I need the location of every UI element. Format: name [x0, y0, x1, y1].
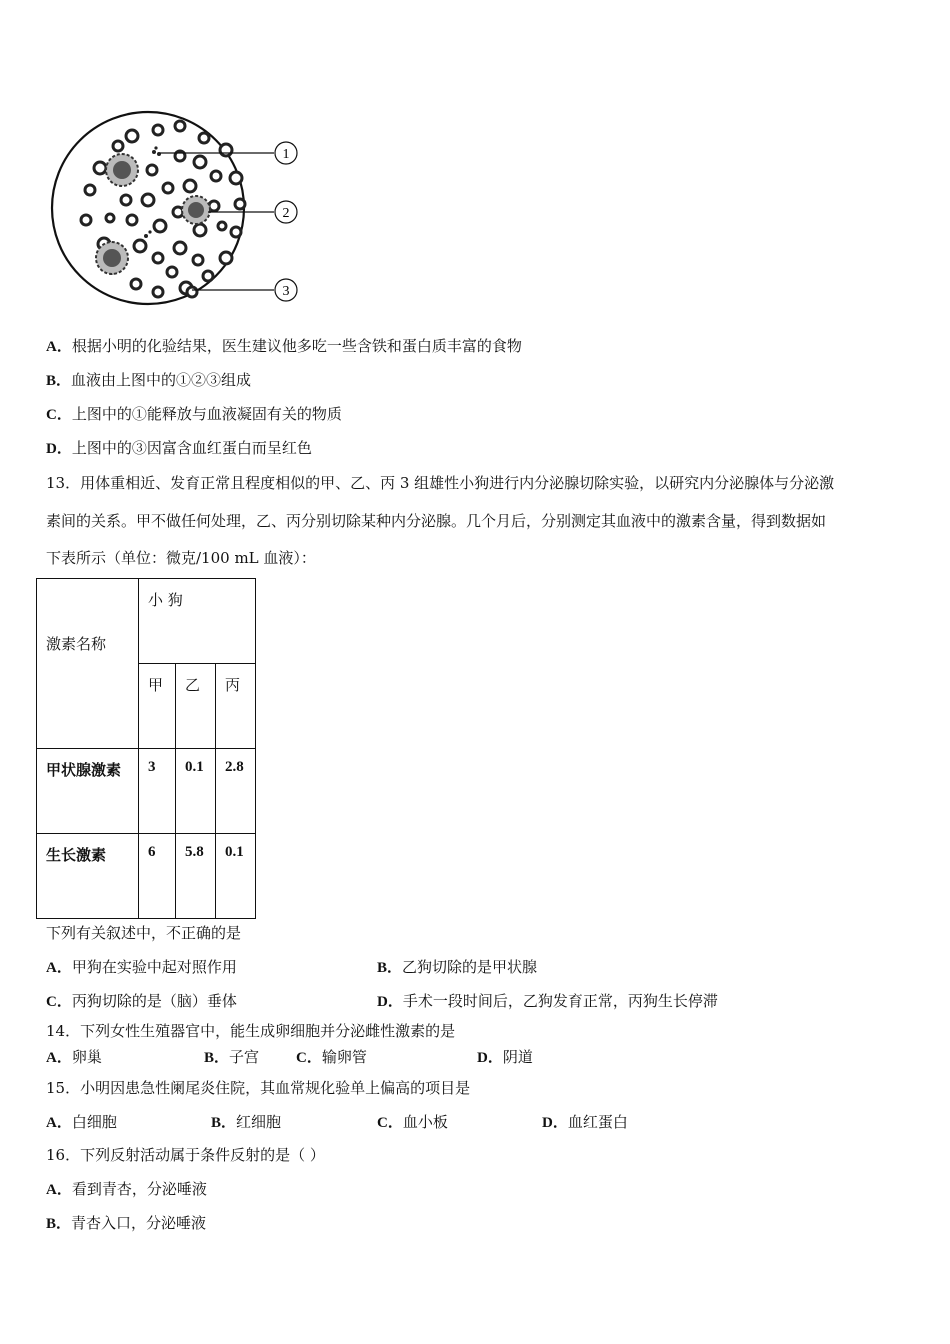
row-name-thyroid: 甲状腺激素 — [37, 749, 139, 834]
option-letter: B． — [46, 1216, 72, 1232]
q16-option-b — [46, 1212, 206, 1233]
option-letter: A． — [46, 1050, 72, 1066]
q12-option-c — [46, 403, 342, 424]
option-text: 根据小明的化验结果，医生建议他多吃一些含铁和蛋白质丰富的食物 — [71, 337, 522, 355]
label-marker-3 — [275, 279, 297, 301]
option-text: 血小板 — [402, 1113, 448, 1131]
option-letter: C． — [377, 1115, 403, 1131]
header-col-jia: 甲 — [139, 664, 176, 749]
option-letter: D． — [542, 1115, 568, 1131]
label-text-3: 3 — [282, 284, 290, 299]
cell-growth-yi: 5.8 — [176, 834, 216, 919]
option-letter: C． — [46, 407, 72, 423]
q15-stem: 15．小明因患急性阑尾炎住院，其血常规化验单上偏高的项目是 — [46, 1079, 471, 1097]
q16-stem: 16．下列反射活动属于条件反射的是（ ） — [46, 1146, 325, 1164]
q15-option-c — [377, 1111, 448, 1132]
header-col-bing: 丙 — [216, 664, 256, 749]
hormone-table — [36, 578, 256, 919]
cell-thyroid-yi: 0.1 — [176, 749, 216, 834]
option-text: 卵巢 — [71, 1048, 102, 1066]
q13-question: 下列有关叙述中，不正确的是 — [46, 924, 242, 942]
q15-option-a — [46, 1111, 117, 1132]
q13-option-c — [46, 990, 237, 1011]
option-letter: A． — [46, 1115, 72, 1131]
option-text: 甲狗在实验中起对照作用 — [71, 958, 237, 976]
option-letter: A． — [46, 960, 72, 976]
q14-option-b — [204, 1046, 259, 1067]
q13-stem-line-1: 13．用体重相近、发育正常且程度相似的甲、乙、丙 3 组雄性小狗进行内分泌腺切除实验，以研究内分泌腺体与分泌激 — [46, 474, 835, 492]
q14-option-a — [46, 1046, 102, 1067]
cell-thyroid-bing: 2.8 — [216, 749, 256, 834]
q14-stem: 14．下列女性生殖器官中，能生成卵细胞并分泌雌性激素的是 — [46, 1022, 456, 1040]
label-marker-1 — [275, 142, 297, 164]
option-letter: C． — [296, 1050, 322, 1066]
q13-stem-line-3: 下表所示（单位：微克/100 mL 血液）： — [46, 549, 316, 567]
option-letter: B． — [46, 373, 72, 389]
cell-growth-jia: 6 — [139, 834, 176, 919]
option-text: 青杏入口，分泌唾液 — [71, 1214, 207, 1232]
q15-option-b — [211, 1111, 281, 1132]
q16-option-a — [46, 1178, 207, 1199]
option-letter: C． — [46, 994, 72, 1010]
option-text: 手术一段时间后，乙狗发育正常，丙狗生长停滞 — [402, 992, 718, 1010]
blood-smear-figure — [40, 108, 310, 308]
label-marker-2 — [275, 201, 297, 223]
option-letter: B． — [211, 1115, 237, 1131]
option-text: 丙狗切除的是（脑）垂体 — [71, 992, 237, 1010]
option-text: 血液由上图中的①②③组成 — [71, 371, 252, 389]
label-text-1: 1 — [282, 147, 290, 162]
option-text: 白细胞 — [71, 1113, 117, 1131]
option-letter: A． — [46, 339, 72, 355]
option-text: 看到青杏，分泌唾液 — [71, 1180, 207, 1198]
q15-option-d — [542, 1111, 628, 1132]
option-text: 上图中的①能释放与血液凝固有关的物质 — [71, 405, 342, 423]
header-col-yi: 乙 — [176, 664, 216, 749]
q14-option-d — [477, 1046, 533, 1067]
row-name-growth: 生长激素 — [37, 834, 139, 919]
option-text: 子宫 — [229, 1048, 260, 1066]
cell-growth-bing: 0.1 — [216, 834, 256, 919]
q14-option-c — [296, 1046, 367, 1067]
cell-thyroid-jia: 3 — [139, 749, 176, 834]
option-letter: B． — [377, 960, 403, 976]
option-letter: D． — [477, 1050, 503, 1066]
option-text: 上图中的③因富含血红蛋白而呈红色 — [71, 439, 312, 457]
q12-option-d — [46, 437, 312, 458]
q13-option-d — [377, 990, 718, 1011]
option-letter: A． — [46, 1182, 72, 1198]
option-text: 红细胞 — [236, 1113, 282, 1131]
option-text: 乙狗切除的是甲状腺 — [402, 958, 538, 976]
q13-option-a — [46, 956, 237, 977]
option-text: 血红蛋白 — [567, 1113, 628, 1131]
option-text: 输卵管 — [321, 1048, 367, 1066]
q13-stem-line-2: 素间的关系。甲不做任何处理，乙、丙分别切除某种内分泌腺。几个月后，分别测定其血液中的激素含量，得到数据如 — [46, 512, 827, 530]
q13-option-b — [377, 956, 537, 977]
option-letter: D． — [46, 441, 72, 457]
header-hormone-name: 激素名称 — [37, 579, 139, 749]
option-letter: D． — [377, 994, 403, 1010]
q12-option-b — [46, 369, 251, 390]
label-text-2: 2 — [282, 206, 290, 221]
option-letter: B． — [204, 1050, 230, 1066]
q12-option-a — [46, 335, 522, 356]
header-dog-group: 小 狗 — [139, 579, 256, 664]
option-text: 阴道 — [502, 1048, 533, 1066]
